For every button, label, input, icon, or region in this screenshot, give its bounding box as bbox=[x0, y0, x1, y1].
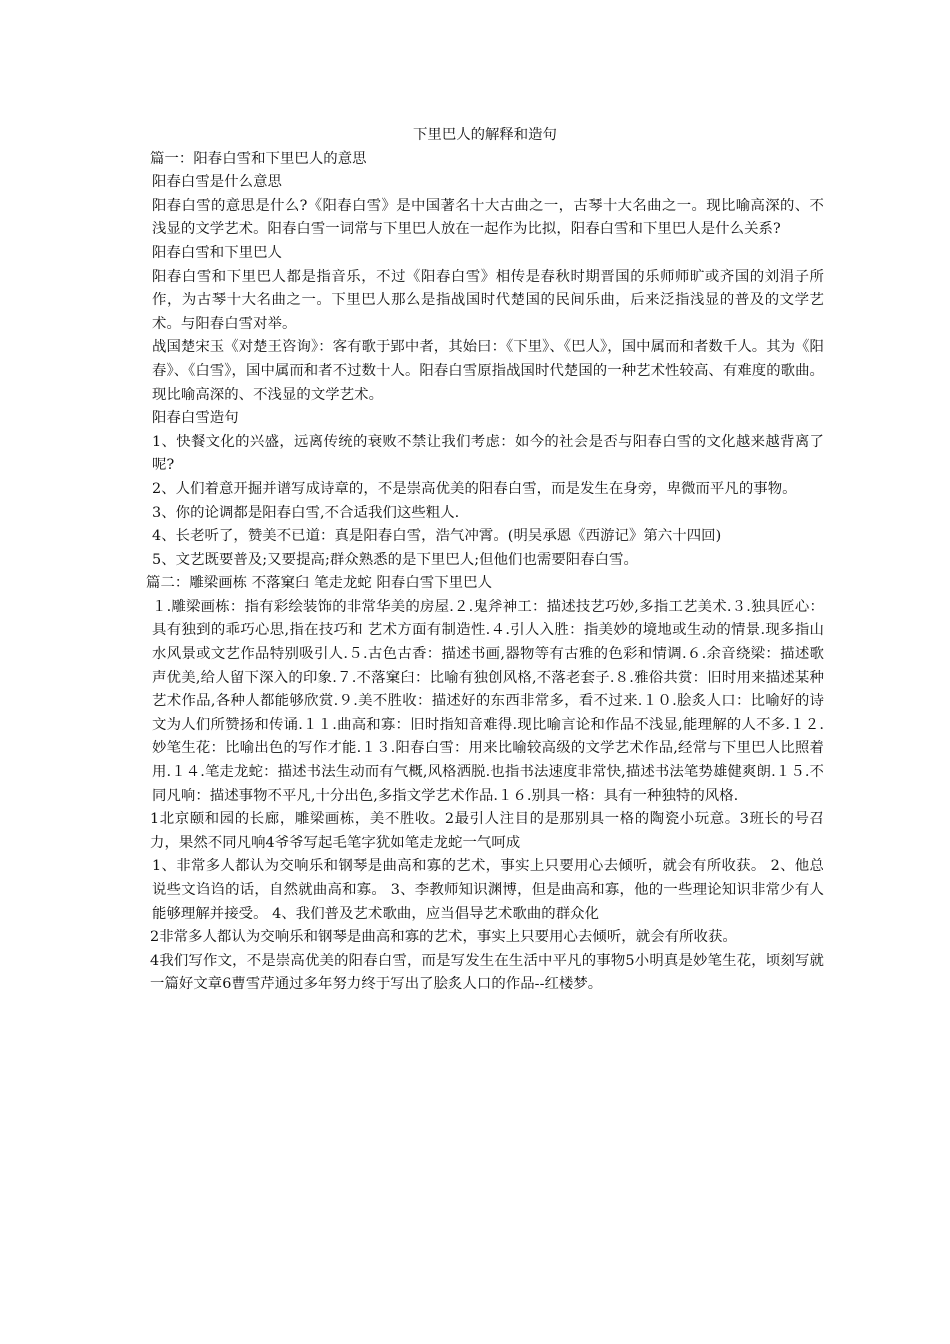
idiom-list: １.雕梁画栋：指有彩绘装饰的非常华美的房屋.２.鬼斧神工：描述技艺巧妙,多指工艺美术.３.独具匠心：具有独到的乖巧心思,指在技巧和 艺术方面有制造性.４.引人入胜：指美妙的境地或生动的情景.现多指山水风景或文艺作品特别吸引人.５.古色古香：描述书画,器物等有古雅的色彩和情调.６.余音绕梁：描述歌声优美,给人留下深入的印象.７.不落窠臼：比喻有独创风格,不落老套子.８.雅俗共赏：旧时用来描述某种艺术作品,各种人都能够欣赏.９.美不胜收：描述好的东西非常多，看不过来.１０.脍炙人口：比喻好的诗文为人们所赞扬和传诵.１１.曲高和寡：旧时指知音难得.现比喻言论和作品不浅显,能理解的人不多.１２.妙笔生花：比喻出色的写作才能.１３.阳春白雪：用来比喻较高级的文学艺术作品,经常与下里巴人比照着用.１４.笔走龙蛇：描述书法生动而有气概,风格洒脱.也指书法速度非常快,描述书法笔势雄健爽朗.１５.不同凡响：描述事物不平凡,十分出色,多指文学艺术作品.１６.别具一格：具有一种独特的风格. bbox=[152, 598, 824, 804]
subheading: 阳春白雪是什么意思 bbox=[152, 174, 282, 191]
paragraph: 战国楚宋玉《对楚王咨询》：客有歌于郢中者，其始曰：《下里》、《巴人》，国中属而和者数千人。其为《阳春》、《白雪》，国中属而和者不过数十人。阳春白雪原指战国时代楚国的一种艺术性较高、有难度的歌曲。现比喻高深的、不浅显的文学艺术。 bbox=[152, 339, 824, 403]
paragraph: 阳春白雪的意思是什么?《阳春白雪》是中国著名十大古曲之一，古琴十大名曲之一。现比喻高深的、不浅显的文学艺术。阳春白雪一词常与下里巴人放在一起作为比拟，阳春白雪和下里巴人是什么关系? bbox=[152, 197, 824, 238]
paragraph: 4我们写作文，不是崇高优美的阳春白雪，而是写发生在生活中平凡的事物5小明真是妙笔生花，顷刻写就一篇好文章6曹雪芹通过多年努力终于写出了脍炙人口的作品--红楼梦。 bbox=[150, 952, 824, 993]
subheading: 阳春白雪造句 bbox=[152, 410, 239, 427]
subheading: 阳春白雪和下里巴人 bbox=[152, 244, 282, 261]
paragraph: 1、非常多人都认为交响乐和钢琴是曲高和寡的艺术，事实上只要用心去倾听，就会有所收获。 2、他总说些文诌诌的话，自然就曲高和寡。 3、李教师知识渊博，但是曲高和寡，他的一些理论知识非常少有人能够理解并接受。 4、我们普及艺术歌曲，应当倡导艺术歌曲的群众化 bbox=[152, 858, 824, 922]
example-sentence: 3、你的论调都是阳春白雪,不合适我们这些粗人. bbox=[152, 504, 460, 521]
paragraph: 2非常多人都认为交响乐和钢琴是曲高和寡的艺术，事实上只要用心去倾听，就会有所收获。 bbox=[150, 929, 737, 946]
document-title: 下里巴人的解释和造句 bbox=[413, 127, 557, 143]
section-heading: 篇一：阳春白雪和下里巴人的意思 bbox=[150, 150, 367, 167]
example-sentence: 5、文艺既要普及;又要提高;群众熟悉的是下里巴人;但他们也需要阳春白雪。 bbox=[152, 551, 639, 568]
section-heading: 篇二：雕梁画栋 不落窠臼 笔走龙蛇 阳春白雪下里巴人 bbox=[146, 575, 493, 592]
example-sentence: 4、长老听了，赞美不已道：真是阳春白雪，浩气冲霄。(明吴承恩《西游记》第六十四回) bbox=[152, 528, 722, 545]
example-sentence: 1、快餐文化的兴盛，远离传统的衰败不禁让我们考虑：如今的社会是否与阳春白雪的文化越来越背离了呢? bbox=[152, 433, 824, 474]
paragraph: 1北京颐和园的长廊，雕梁画栋，美不胜收。2最引人注目的是那别具一格的陶瓷小玩意。3班长的号召力，果然不同凡响4爷爷写起毛笔字犹如笔走龙蛇一气呵成 bbox=[150, 811, 824, 851]
document-page bbox=[146, 124, 824, 997]
paragraph: 阳春白雪和下里巴人都是指音乐，不过《阳春白雪》相传是春秋时期晋国的乐师师旷或齐国的刘涓子所作，为古琴十大名曲之一。下里巴人那么是指战国时代楚国的民间乐曲，后来泛指浅显的普及的文学艺术。与阳春白雪对举。 bbox=[152, 268, 824, 332]
example-sentence: 2、人们着意开掘并谱写成诗章的，不是崇高优美的阳春白雪，而是发生在身旁，卑微而平凡的事物。 bbox=[152, 480, 797, 497]
